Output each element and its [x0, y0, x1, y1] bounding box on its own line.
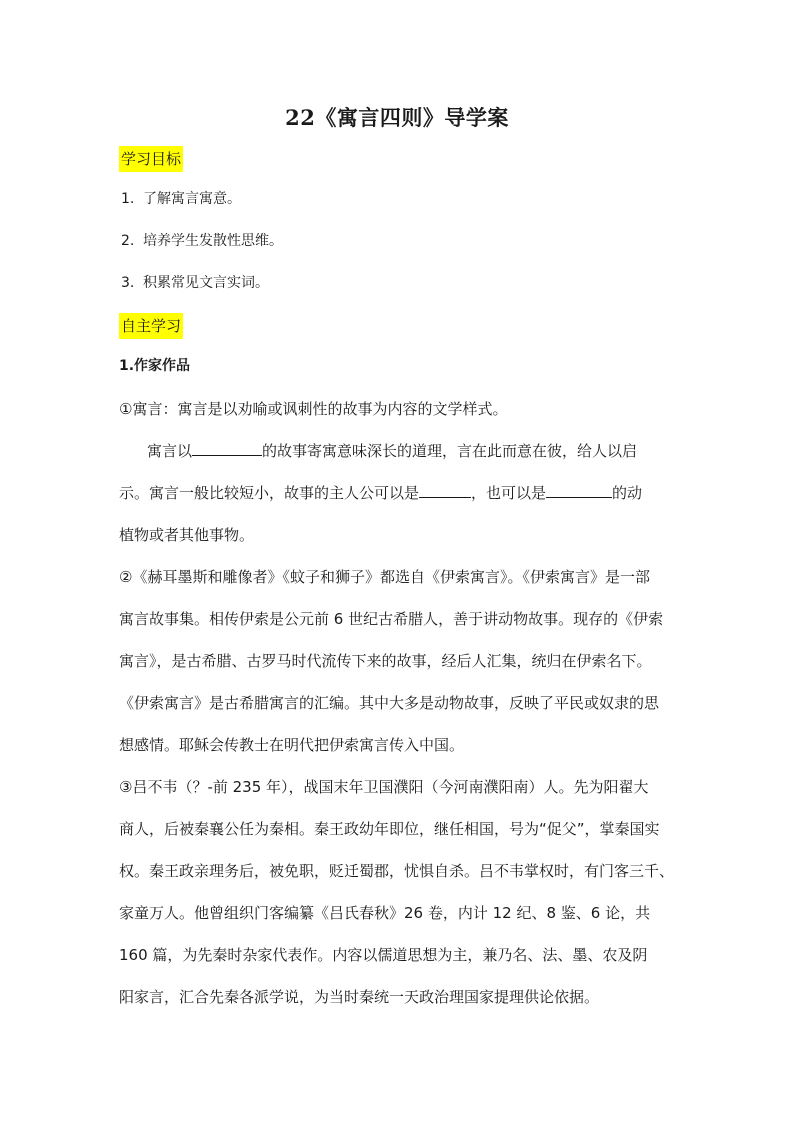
subheading-author-works: 1.作家作品 [119, 358, 191, 374]
paragraph-aesop-line: 寓言故事集。相传伊索是公元前 6 世纪古希腊人，善于讲动物故事。现存的《伊索 [119, 610, 664, 628]
paragraph-lvbuwei-line: 阳家言，汇合先秦各派学说，为当时秦统一天政治理国家提理供论依据。 [119, 988, 600, 1006]
paragraph-fable-definition: ①寓言：寓言是以劝喻或讽刺性的故事为内容的文学样式。 [119, 400, 508, 418]
fill-blank[interactable] [419, 483, 471, 498]
paragraph-aesop-line: ②《赫耳墨斯和雕像者》《蚊子和狮子》都选自《伊索寓言》。《伊索寓言》是一部 [119, 568, 650, 586]
paragraph-aesop-line: 寓言》，是古希腊、古罗马时代流传下来的故事，经后人汇集，统归在伊索名下。 [119, 652, 652, 670]
fill-blank[interactable] [546, 483, 612, 498]
paragraph-lvbuwei-line: 商人，后被秦襄公任为秦相。秦王政幼年即位，继任相国，号为“促父”，掌秦国实 [119, 820, 660, 838]
paragraph-lvbuwei-line: ③吕不韦（？-前 235 年），战国末年卫国濮阳（今河南濮阳南）人。先为阳翟大 [119, 778, 649, 796]
fill-line-2 [119, 483, 642, 503]
goal-item-3 [121, 273, 269, 293]
text-segment: 寓言以 [147, 442, 193, 460]
goal-item-2 [121, 231, 283, 251]
text-segment: 的故事寄寓意味深长的道理，言在此而意在彼，给人以启 [262, 442, 638, 460]
page-title: 22《寓言四则》导学案 [285, 105, 509, 130]
goal-text: 培养学生发散性思维。 [143, 233, 283, 249]
goal-text: 积累常见文言实词。 [143, 275, 269, 291]
section-heading-learning-goals: 学习目标 [119, 146, 183, 172]
paragraph-lvbuwei-line: 权。秦王政亲理务后，被免职，贬迁蜀郡，忧惧自杀。吕不韦掌权时，有门客三千、 [119, 862, 675, 880]
goal-text: 了解寓言寓意。 [143, 191, 241, 207]
paragraph-aesop-line: 《伊索寓言》是古希腊寓言的汇编。其中大多是动物故事，反映了平民或奴隶的思 [119, 694, 660, 712]
section-heading-self-study: 自主学习 [119, 313, 183, 339]
paragraph-lvbuwei-line: 家童万人。他曾组织门客编纂《吕氏春秋》26 卷，内计 12 纪、8 鉴、6 论，共 [119, 904, 651, 922]
goal-number: 2. [121, 233, 135, 249]
text-segment: 示。寓言一般比较短小，故事的主人公可以是 [119, 484, 420, 502]
fill-line-3: 植物或者其他事物。 [119, 526, 255, 544]
fill-blank[interactable] [192, 441, 262, 456]
text-segment: ，也可以是 [471, 484, 547, 502]
paragraph-lvbuwei-line: 160 篇，为先秦时杂家代表作。内容以儒道思想为主，兼乃名、法、墨、农及阴 [119, 946, 648, 964]
fill-line-1 [147, 441, 637, 461]
paragraph-aesop-line: 想感情。耶稣会传教士在明代把伊索寓言传入中国。 [119, 736, 465, 754]
goal-number: 1. [121, 191, 135, 207]
goal-item-1 [121, 189, 241, 209]
text-segment: 的动 [612, 484, 643, 502]
goal-number: 3. [121, 275, 135, 291]
